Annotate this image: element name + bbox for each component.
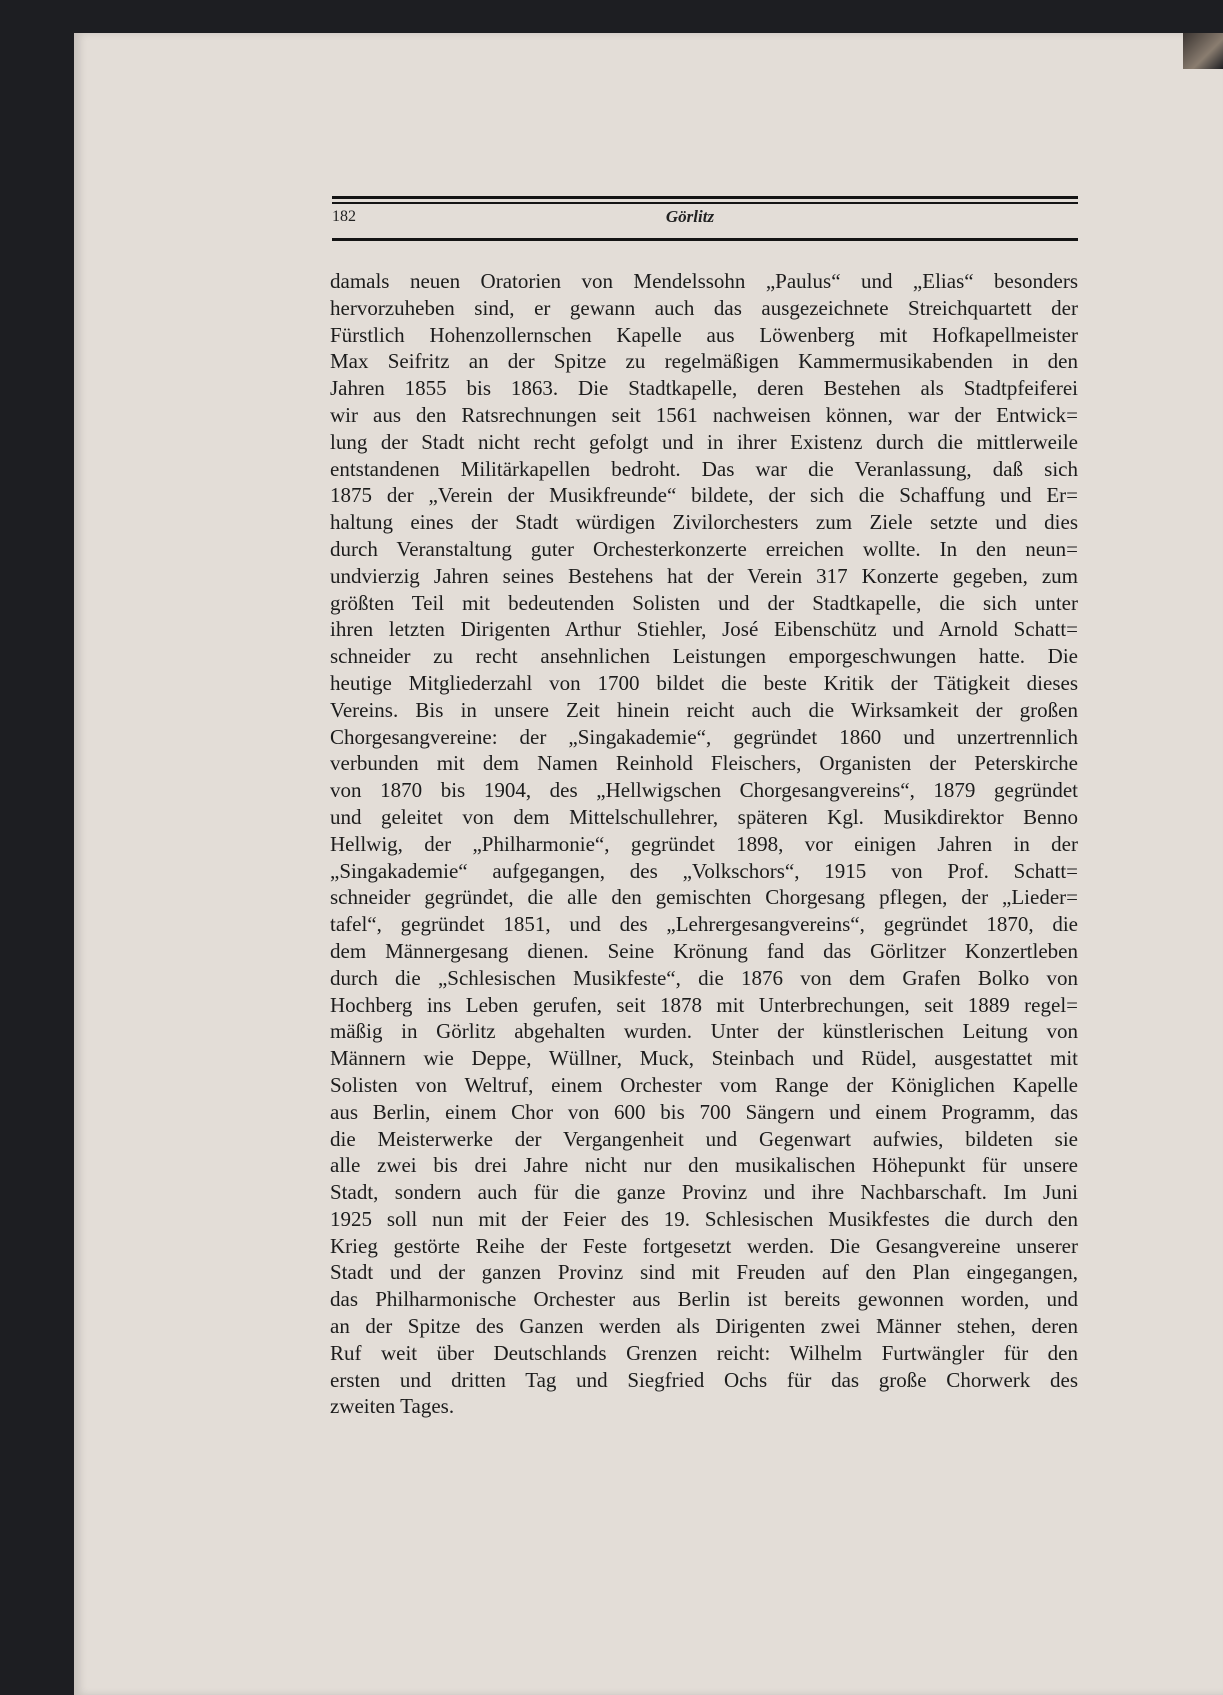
text-line: Stadt, sondern auch für die ganze Provinz und ihre Nachbarschaft. Im Juni [330, 1180, 1078, 1205]
text-line: Männern wie Deppe, Wüllner, Muck, Steinbach und Rüdel, ausgestattet mit [330, 1046, 1078, 1071]
text-line: Jahren 1855 bis 1863. Die Stadtkapelle, deren Bestehen als Stadtpfeiferei [330, 376, 1078, 401]
text-line: Fürstlich Hohenzollernschen Kapelle aus Löwenberg mit Hofkapellmeister [330, 322, 1078, 347]
text-line: dem Männergesang dienen. Seine Krönung fand das Görlitzer Konzertleben [330, 938, 1078, 963]
header-rule-top-thin [332, 202, 1078, 204]
text-line: die Meisterwerke der Vergangenheit und Gegenwart aufwies, bildeten sie [330, 1126, 1078, 1151]
text-line: damals neuen Oratorien von Mendelssohn „Paulus“ und „Elias“ besonders [330, 269, 1078, 293]
text-line: mäßig in Görlitz abgehalten wurden. Unter der künstlerischen Leitung von [330, 1019, 1078, 1044]
text-line: schneider zu recht ansehnlichen Leistungen emporgeschwungen hatte. Die [330, 644, 1078, 669]
text-line: Max Seifritz an der Spitze zu regelmäßigen Kammermusikabenden in den [330, 349, 1078, 374]
text-line: an der Spitze des Ganzen werden als Dirigenten zwei Männer stehen, deren [330, 1314, 1078, 1339]
text-line: verbunden mit dem Namen Reinhold Fleischers, Organisten der Peterskirche [330, 751, 1078, 776]
page-corner-edge [1183, 33, 1223, 69]
text-line: Chorgesangvereine: der „Singakademie“, gegründet 1860 und unzertrennlich [330, 724, 1078, 749]
text-line: das Philharmonische Orchester aus Berlin ist bereits gewonnen worden, und [330, 1287, 1078, 1312]
text-line: größten Teil mit bedeutenden Solisten und der Stadtkapelle, die sich unter [330, 590, 1078, 615]
text-line: Solisten von Weltruf, einem Orchester vom Range der Königlichen Kapelle [330, 1072, 1078, 1097]
body-text [330, 268, 1078, 1420]
page-number: 182 [332, 208, 356, 225]
text-line: lung der Stadt nicht recht gefolgt und in ihrer Existenz durch die mittlerweile [330, 429, 1078, 454]
text-line: Vereins. Bis in unsere Zeit hinein reicht auch die Wirksamkeit der großen [330, 697, 1078, 722]
text-line: 1875 der „Verein der Musikfreunde“ bildete, der sich die Schaffung und Er= [330, 483, 1078, 508]
text-line: aus Berlin, einem Chor von 600 bis 700 Sängern und einem Programm, das [330, 1099, 1078, 1124]
text-line: haltung eines der Stadt würdigen Zivilorchesters zum Ziele setzte und dies [330, 510, 1078, 535]
text-line: Hellwig, der „Philharmonie“, gegründet 1898, vor einigen Jahren in der [330, 831, 1078, 856]
text-line: zweiten Tages. [330, 1394, 455, 1419]
text-line: heutige Mitgliederzahl von 1700 bildet die beste Kritik der Tätigkeit dieses [330, 670, 1078, 695]
text-line: Hochberg ins Leben gerufen, seit 1878 mit Unterbrechungen, seit 1889 regel= [330, 992, 1078, 1017]
text-line: alle zwei bis drei Jahre nicht nur den musikalischen Höhepunkt für unsere [330, 1153, 1078, 1178]
text-line: ihren letzten Dirigenten Arthur Stiehler, José Eibenschütz und Arnold Schatt= [330, 617, 1078, 642]
text-line: durch die „Schlesischen Musikfeste“, die 1876 von dem Grafen Bolko von [330, 965, 1078, 990]
text-line: und geleitet von dem Mittelschullehrer, späteren Kgl. Musikdirektor Benno [330, 804, 1078, 829]
header-rule-top [332, 196, 1078, 199]
text-line: Krieg gestörte Reihe der Feste fortgesetzt werden. Die Gesangvereine unserer [330, 1233, 1078, 1258]
text-line: hervorzuheben sind, er gewann auch das ausgezeichnete Streichquartett der [330, 295, 1078, 320]
text-line: tafel“, gegründet 1851, und des „Lehrergesangvereins“, gegründet 1870, die [330, 912, 1078, 937]
header-rule-bottom [332, 238, 1078, 241]
text-line: Ruf weit über Deutschlands Grenzen reicht: Wilhelm Furtwängler für den [330, 1340, 1078, 1365]
text-line: ersten und dritten Tag und Siegfried Ochs für das große Chorwerk des [330, 1367, 1078, 1392]
text-line: wir aus den Ratsrechnungen seit 1561 nachweisen können, war der Entwick= [330, 402, 1078, 427]
text-line: von 1870 bis 1904, des „Hellwigschen Chorgesangvereins“, 1879 gegründet [330, 778, 1078, 803]
text-line: undvierzig Jahren seines Bestehens hat der Verein 317 Konzerte gegeben, zum [330, 563, 1078, 588]
text-line: durch Veranstaltung guter Orchesterkonzerte erreichen wollte. In den neun= [330, 536, 1078, 561]
text-line: „Singakademie“ aufgegangen, des „Volkschors“, 1915 von Prof. Schatt= [330, 858, 1078, 883]
text-line: Stadt und der ganzen Provinz sind mit Freuden auf den Plan eingegangen, [330, 1260, 1078, 1285]
text-line: 1925 soll nun mit der Feier des 19. Schlesischen Musikfestes die durch den [330, 1206, 1078, 1231]
text-line: entstandenen Militärkapellen bedroht. Das war die Veranlassung, daß sich [330, 456, 1078, 481]
running-title: Görlitz [665, 207, 715, 226]
text-line: schneider gegründet, die alle den gemischten Chorgesang pflegen, der „Lieder= [330, 885, 1078, 910]
